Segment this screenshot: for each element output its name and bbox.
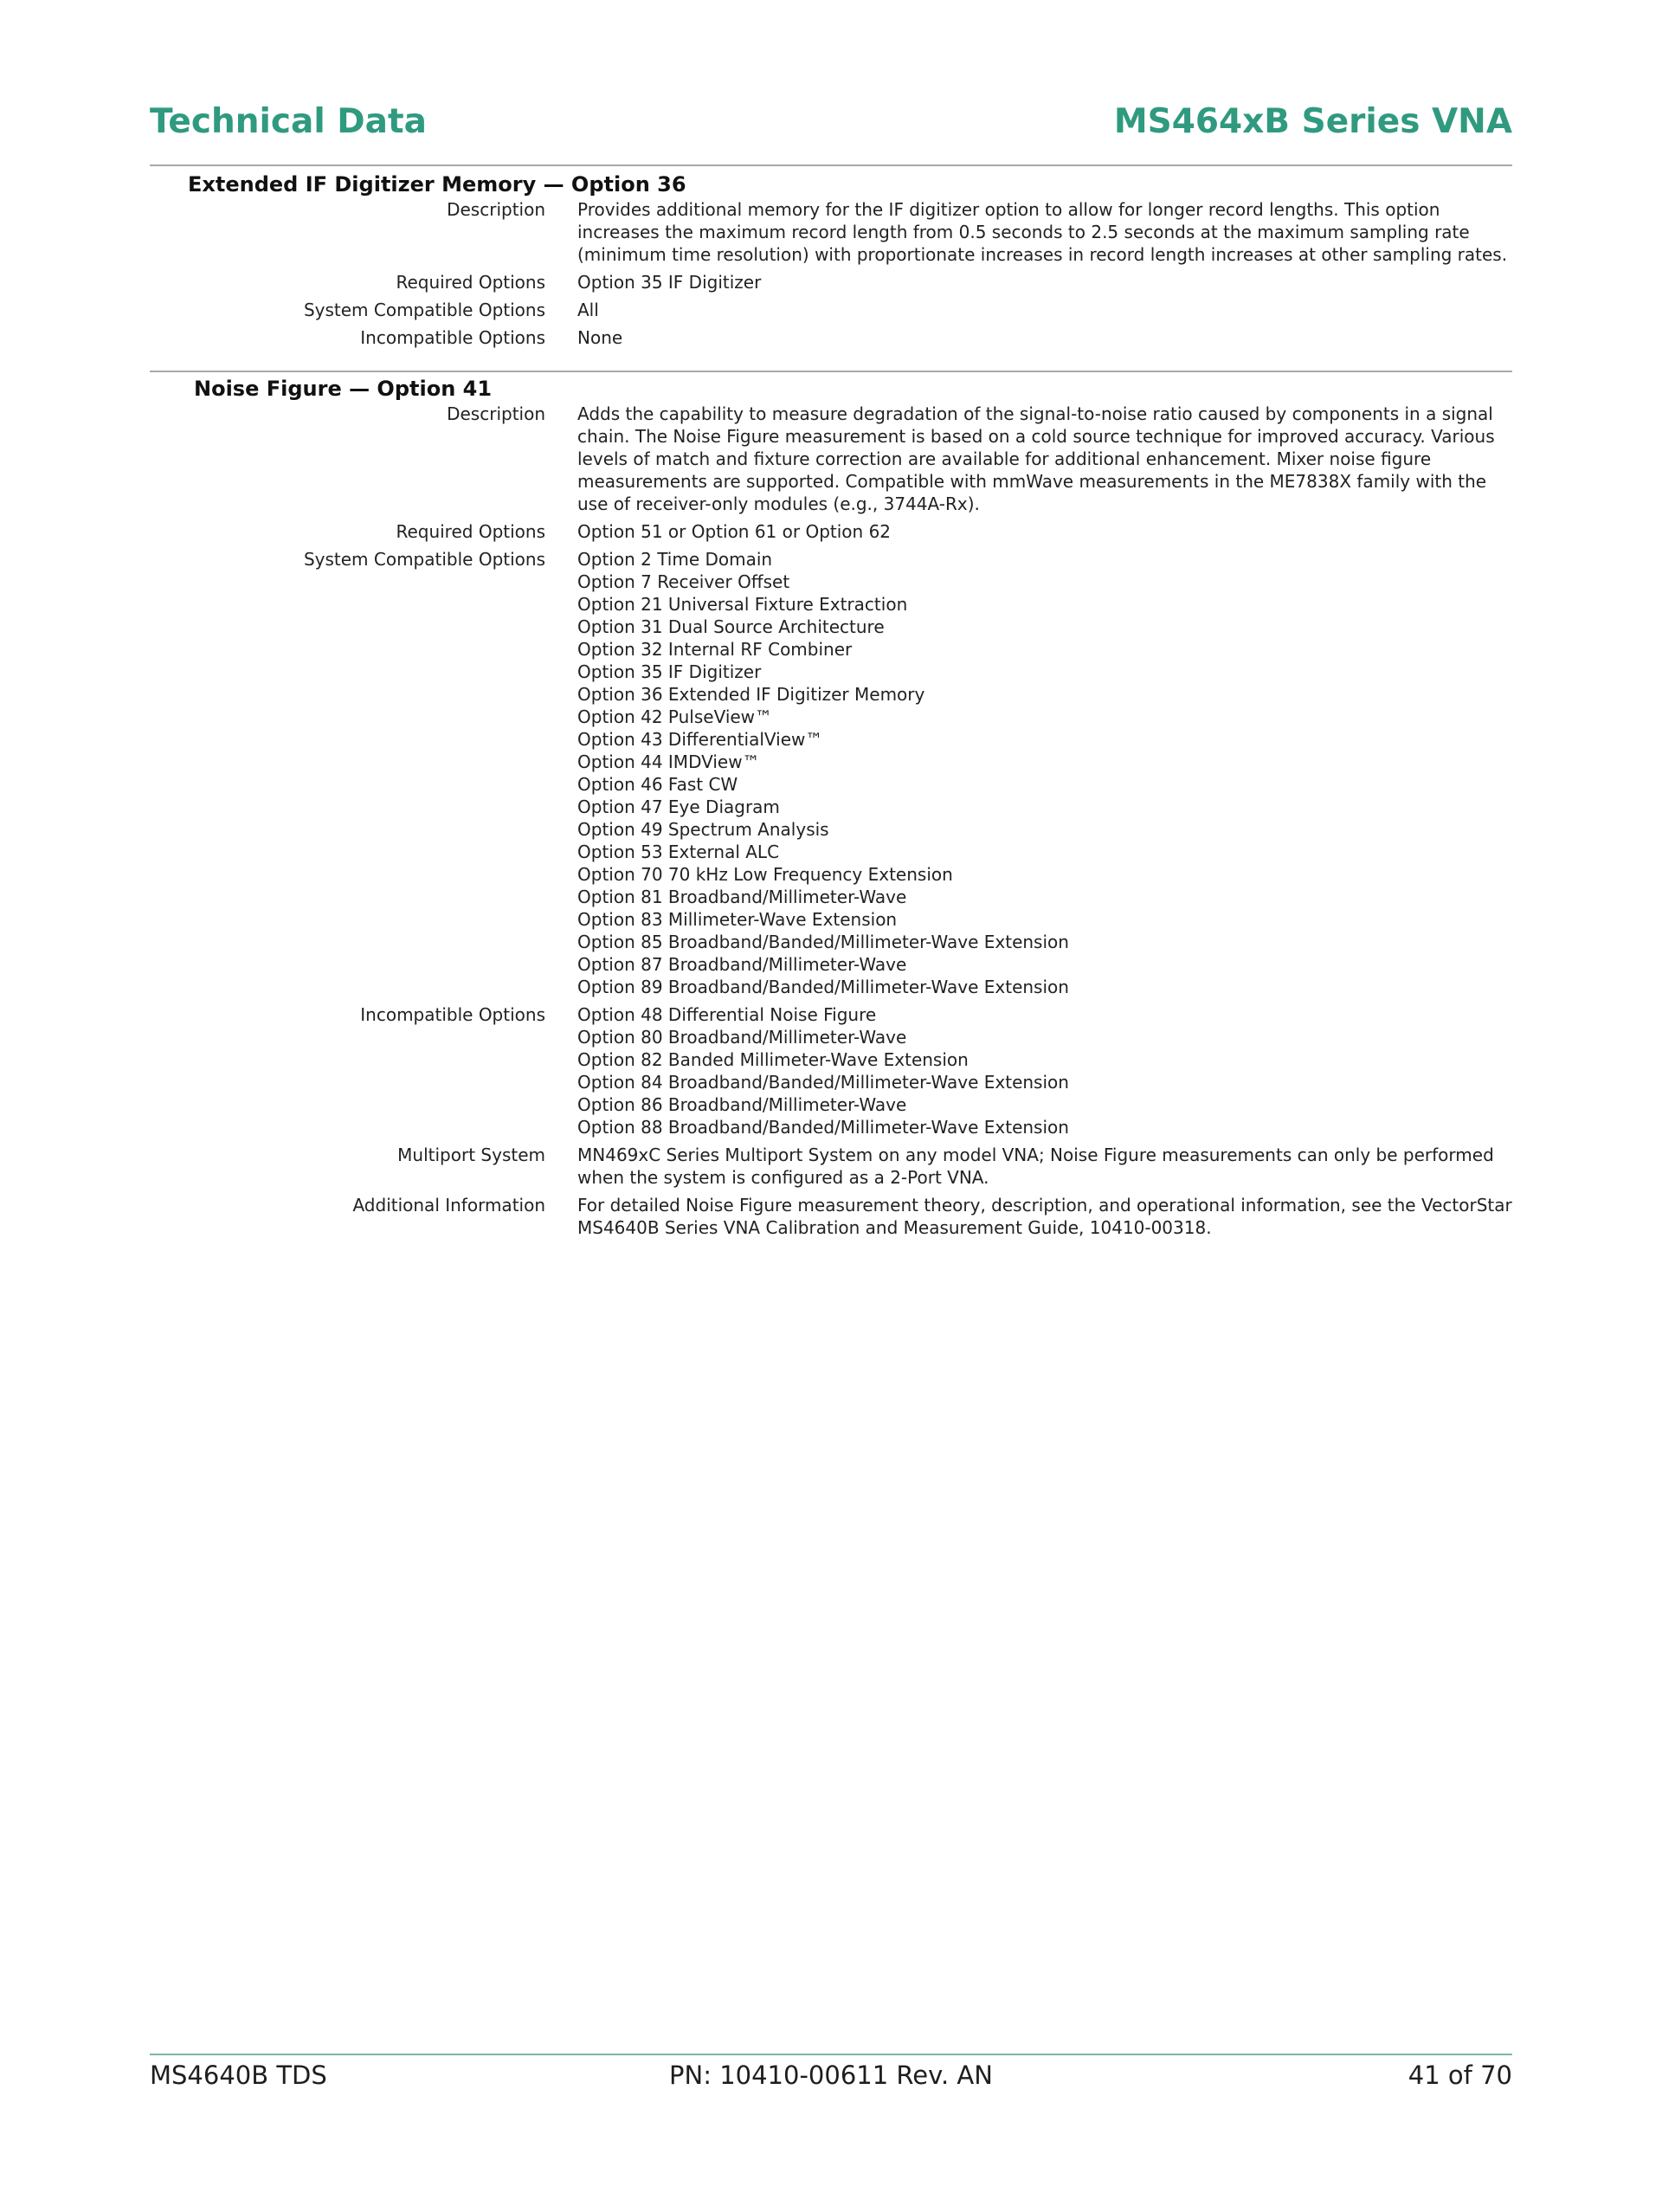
- page-footer: [150, 2060, 1512, 2095]
- spec-label: Incompatible Options: [360, 327, 545, 348]
- list-item: Option 82 Banded Millimeter-Wave Extension: [577, 1049, 969, 1070]
- spec-row-incompatible: [150, 1003, 1512, 1138]
- list-item: Option 44 IMDView™: [577, 751, 760, 772]
- list-item: Option 49 Spectrum Analysis: [577, 819, 829, 840]
- list-item: Option 2 Time Domain: [577, 549, 773, 570]
- spec-value: Option 51 or Option 61 or Option 62: [577, 521, 892, 542]
- spec-label: System Compatible Options: [303, 549, 545, 570]
- list-item: Option 36 Extended IF Digitizer Memory: [577, 684, 925, 705]
- spec-label: Required Options: [396, 521, 545, 542]
- footer-divider: [150, 2054, 1512, 2055]
- spec-label: System Compatible Options: [303, 300, 545, 320]
- spec-label: Description: [447, 403, 545, 424]
- spec-label: Incompatible Options: [360, 1004, 545, 1025]
- section-title: Noise Figure — Option 41: [194, 377, 493, 401]
- list-item: Option 32 Internal RF Combiner: [577, 639, 853, 660]
- spec-label: Additional Information: [352, 1195, 545, 1216]
- spec-value: None: [577, 327, 623, 348]
- list-item: Option 85 Broadband/Banded/Millimeter-Wave Extension: [577, 932, 1069, 952]
- list-item: Option 81 Broadband/Millimeter-Wave: [577, 887, 907, 907]
- list-item: Option 53 External ALC: [577, 842, 780, 862]
- spec-value: For detailed Noise Figure measurement theory, description, and operational information, see the VectorStar MS4640B Series VNA Calibration and Measurement Guide, 10410-00318.: [577, 1195, 1512, 1238]
- list-item: Option 84 Broadband/Banded/Millimeter-Wave Extension: [577, 1072, 1069, 1093]
- header-divider: [150, 164, 1512, 166]
- spec-row-multiport: [150, 1144, 1512, 1189]
- list-item: Option 80 Broadband/Millimeter-Wave: [577, 1027, 907, 1048]
- spec-value: MN469xC Series Multiport System on any model VNA; Noise Figure measurements can only be performed when the system is configured as a 2-Port VNA.: [577, 1145, 1494, 1188]
- compatible-options-list: [577, 548, 1512, 998]
- page-number: 41 of 70: [1408, 2060, 1512, 2090]
- list-item: Option 89 Broadband/Banded/Millimeter-Wave Extension: [577, 977, 1069, 997]
- spec-row-required: [150, 520, 1512, 543]
- list-item: Option 47 Eye Diagram: [577, 796, 780, 817]
- list-item: Option 7 Receiver Offset: [577, 571, 790, 592]
- spec-row-description: [150, 198, 1512, 266]
- list-item: Option 43 DifferentialView™: [577, 729, 823, 750]
- spec-row-description: [150, 403, 1512, 515]
- list-item: Option 35 IF Digitizer: [577, 661, 762, 682]
- spec-value: Option 35 IF Digitizer: [577, 272, 762, 293]
- spec-row-compatible: [150, 548, 1512, 998]
- part-number: PN: 10410-00611 Rev. AN: [669, 2060, 993, 2090]
- option-41-section: [150, 375, 1512, 1239]
- spec-row-incompatible: [150, 326, 1512, 349]
- spec-row-required: [150, 271, 1512, 293]
- section-divider: [150, 371, 1512, 372]
- document-name: MS4640B TDS: [150, 2060, 327, 2090]
- spec-value: Adds the capability to measure degradation of the signal-to-noise ratio caused by components in a signal chain. The Noise Figure measurement is based on a cold source technique for improved accuracy. Various levels of match and fixture correction are available for additional enhancement. Mixer noise figure measurements are supported. Compatible with mmWave measurements in the ME7838X family with the use of receiver-only modules (e.g., 3744A-Rx).: [577, 403, 1495, 514]
- spec-row-compatible: [150, 299, 1512, 321]
- spec-value: All: [577, 300, 599, 320]
- option-36-section: [150, 171, 1512, 349]
- spec-value: Provides additional memory for the IF digitizer option to allow for longer record lengths. This option increases the maximum record length from 0.5 seconds to 2.5 seconds at the maximum sampling rate (minimum time resolution) with proportionate increases in record length increases at other sampling rates.: [577, 199, 1508, 265]
- section-title: Extended IF Digitizer Memory — Option 36: [188, 172, 686, 197]
- list-item: Option 70 70 kHz Low Frequency Extension: [577, 864, 953, 885]
- list-item: Option 87 Broadband/Millimeter-Wave: [577, 954, 907, 975]
- incompatible-options-list: [577, 1003, 1512, 1138]
- list-item: Option 86 Broadband/Millimeter-Wave: [577, 1094, 907, 1115]
- list-item: Option 83 Millimeter-Wave Extension: [577, 909, 898, 930]
- spec-row-additional: [150, 1194, 1512, 1239]
- page-title: Technical Data: [150, 102, 427, 141]
- spec-label: Description: [447, 199, 545, 220]
- list-item: Option 48 Differential Noise Figure: [577, 1004, 877, 1025]
- list-item: Option 46 Fast CW: [577, 774, 738, 795]
- page-header: [150, 102, 1512, 163]
- list-item: Option 21 Universal Fixture Extraction: [577, 594, 908, 615]
- product-title: MS464xB Series VNA: [1113, 102, 1512, 141]
- list-item: Option 88 Broadband/Banded/Millimeter-Wave Extension: [577, 1117, 1069, 1138]
- spec-label: Multiport System: [397, 1145, 545, 1165]
- list-item: Option 42 PulseView™: [577, 706, 773, 727]
- spec-label: Required Options: [396, 272, 545, 293]
- list-item: Option 31 Dual Source Architecture: [577, 616, 885, 637]
